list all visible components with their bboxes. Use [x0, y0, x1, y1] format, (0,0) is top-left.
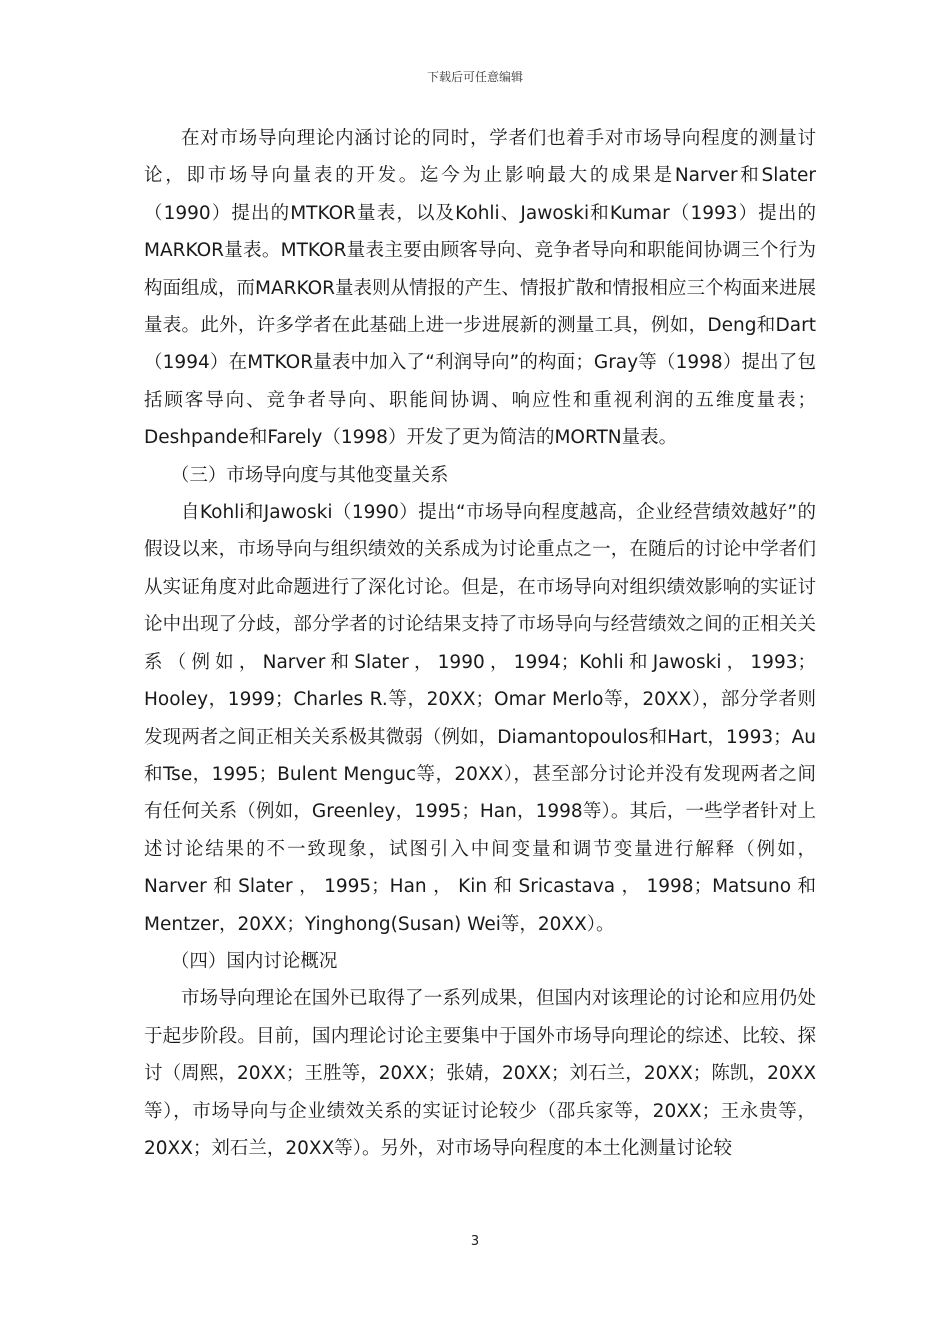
page-number: 3 [470, 1234, 480, 1249]
page-header-note: 下载后可任意编辑 [426, 70, 523, 84]
section-heading-4: （四）国内讨论概况 [170, 950, 338, 972]
paragraph-domestic: 市场导向理论在国外已取得了一系列成果，但国内对该理论的讨论和应用仍处于起步阶段。目前，国内理论讨论主要集中于国外市场导向理论的综述、比较、探讨（周熙，20XX；王胜等，20XX；张婧，20XX；刘石兰，20XX；陈凯，20XX等），市场导向与企业绩效关系的实证讨论较少（邵兵家等，20XX；王永贵等，20XX；刘石兰，20XX等）。另外，对市场导向程度的本土化测量讨论较 [144, 988, 816, 1159]
paragraph-measurement: 在对市场导向理论内涵讨论的同时，学者们也着手对市场导向程度的测量讨论，即市场导向量表的开发。迄今为止影响最大的成果是Narver和Slater（1990）提出的MTKOR量表，以及Kohli、Jawoski和Kumar（1993）提出的MARKOR量表。MTKOR量表主要由顾客导向、竞争者导向和职能间协调三个行为构面组成，而MARKOR量表则从情报的产生、情报扩散和情报相应三个构面来进展量表。此外，许多学者在此基础上进一步进展新的测量工具，例如，Deng和Dart（1994）在MTKOR量表中加入了“利润导向”的构面；Gray等（1998）提出了包括顾客导向、竞争者导向、职能间协调、响应性和重视利润的五维度量表；Deshpande和Farely（1998）开发了更为简洁的MORTN量表。 [144, 128, 817, 449]
document-body [144, 120, 816, 1167]
paragraph-relationship: 自Kohli和Jawoski（1990）提出“市场导向程度越高，企业经营绩效越好”的假设以来，市场导向与组织绩效的关系成为讨论重点之一，在随后的讨论中学者们从实证角度对此命题进行了深化讨论。但是，在市场导向对组织绩效影响的实证讨论中出现了分歧，部分学者的讨论结果支持了市场导向与经营绩效之间的正相关关系（例如，Narver和Slater，1990，1994；Kohli和Jawoski，1993；Hooley，1999；Charles R.等，20XX；Omar Merlo等，20XX），部分学者则发现两者之间正相关关系极其微弱（例如，Diamantopoulos和Hart，1993；Au和Tse，1995；Bulent Menguc等，20XX），甚至部分讨论并没有发现两者之间有任何关系（例如，Greenley，1995；Han，1998等）。其后，一些学者针对上述讨论结果的不一致现象，试图引入中间变量和调节变量进行解释（例如，Narver和Slater，1995；Han，Kin和Sricastava，1998；Matsuno和Mentzer，20XX；Yinghong(Susan) Wei等，20XX）。 [144, 502, 816, 935]
section-heading-3: （三）市场导向度与其他变量关系 [170, 464, 449, 486]
